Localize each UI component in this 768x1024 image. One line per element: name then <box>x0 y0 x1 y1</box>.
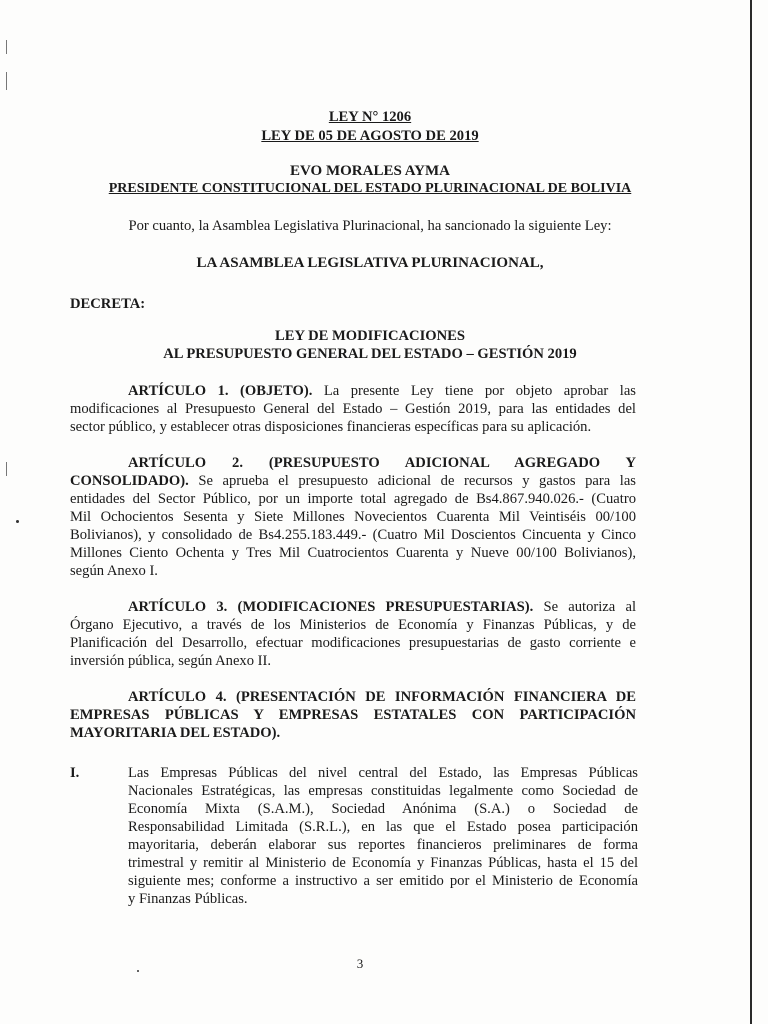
article-3-line: ARTÍCULO 3. (MODIFICACIONES PRESUPUESTARIAS). Se autoriza al <box>128 599 636 615</box>
article-1-line: sector público, y establecer otras disposiciones financieras específicas para su aplicación. <box>70 419 592 435</box>
paragraph-line: Responsabilidad Limitada (S.R.L.), en las que el Estado posea participación <box>128 819 638 835</box>
article-4-title-line: EMPRESAS PÚBLICAS Y EMPRESAS ESTATALES CON PARTICIPACIÓN <box>70 707 636 723</box>
paragraph-line: Economía Mixta (S.A.M.), Sociedad Anónima (S.A.) o Sociedad de <box>128 801 638 817</box>
article-1-title: ARTÍCULO 1. (OBJETO). <box>128 383 313 399</box>
article-2-line: CONSOLIDADO). Se aprueba el presupuesto adicional de recursos y gastos para las <box>70 473 636 489</box>
law-title-line1: LEY DE MODIFICACIONES <box>274 328 465 344</box>
page-edge-shadow <box>750 0 752 1024</box>
paragraph-line: y Finanzas Públicas. <box>128 891 248 907</box>
paragraph-line: Las Empresas Públicas del nivel central del Estado, las Empresas Públicas <box>128 765 638 781</box>
article-4-title-line: ARTÍCULO 4. (PRESENTACIÓN DE INFORMACIÓN FINANCIERA DE <box>128 689 636 705</box>
article-3-line: Planificación del Desarrollo, efectuar modificaciones presupuestarias de gasto corriente e <box>70 635 636 651</box>
law-number: LEY N° 1206 <box>328 109 412 125</box>
article-1-line: modificaciones al Presupuesto General del Estado – Gestión 2019, para las entidades del <box>70 401 636 417</box>
law-date: LEY DE 05 DE AGOSTO DE 2019 <box>261 128 479 144</box>
paragraph-line: siguiente mes; conforme a instructivo a ser emitido por el Ministerio de Economía <box>128 873 638 889</box>
article-2-line: Mil Ochocientos Sesenta y Siete Millones Novecientos Cuarenta Mil Veintiséis 00/100 <box>70 509 636 525</box>
scan-mark <box>6 40 7 54</box>
article-2-line: Bolivianos), y consolidado de Bs4.255.183.449.- (Cuatro Mil Doscientos Cincuenta y Cinco <box>70 527 636 543</box>
decreta-heading: DECRETA: <box>70 296 146 312</box>
scan-mark <box>6 72 7 90</box>
article-1-line: ARTÍCULO 1. (OBJETO). La presente Ley tiene por objeto aprobar las <box>128 383 636 399</box>
preamble: Por cuanto, la Asamblea Legislativa Plurinacional, ha sancionado la siguiente Ley: <box>128 218 612 234</box>
paragraph-line: mayoritaria, deberán elaborar sus reportes financieros preliminares de forma <box>128 837 638 853</box>
scan-speck <box>16 520 19 523</box>
president-name: EVO MORALES AYMA <box>290 163 450 179</box>
assembly-heading: LA ASAMBLEA LEGISLATIVA PLURINACIONAL, <box>196 255 544 271</box>
article-4-title-line: MAYORITARIA DEL ESTADO). <box>70 725 281 741</box>
article-2-line: entidades del Sector Público, por un importe total agregado de Bs4.867.940.026.- (Cuatro <box>70 491 636 507</box>
article-2-title-line: ARTÍCULO 2. (PRESUPUESTO ADICIONAL AGREGADO Y <box>128 455 636 471</box>
article-3-line: inversión pública, según Anexo II. <box>70 653 272 669</box>
paragraph-numeral: I. <box>70 765 80 781</box>
article-2-title-end: CONSOLIDADO). <box>70 473 189 489</box>
paragraph-line: Nacionales Estratégicas, las empresas constituidas legalmente como Sociedad de <box>128 783 638 799</box>
scan-speck <box>137 970 139 972</box>
law-title-line2: AL PRESUPUESTO GENERAL DEL ESTADO – GESTIÓN 2019 <box>163 346 577 362</box>
president-title: PRESIDENTE CONSTITUCIONAL DEL ESTADO PLURINACIONAL DE BOLIVIA <box>108 181 632 196</box>
paragraph-line: trimestral y remitir al Ministerio de Economía y Finanzas Públicas, hasta el 15 del <box>128 855 638 871</box>
article-3-line: Órgano Ejecutivo, a través de los Ministerios de Economía y Finanzas Públicas, y de <box>70 617 636 633</box>
article-2-line: Millones Ciento Ochenta y Tres Mil Cuatrocientos Cuarenta y Nueve 00/100 Bolivianos), <box>70 545 636 561</box>
scan-mark <box>6 462 7 476</box>
page-number: 3 <box>356 956 364 971</box>
article-2-line: según Anexo I. <box>70 563 158 579</box>
article-3-title: ARTÍCULO 3. (MODIFICACIONES PRESUPUESTARIAS). <box>128 599 534 615</box>
